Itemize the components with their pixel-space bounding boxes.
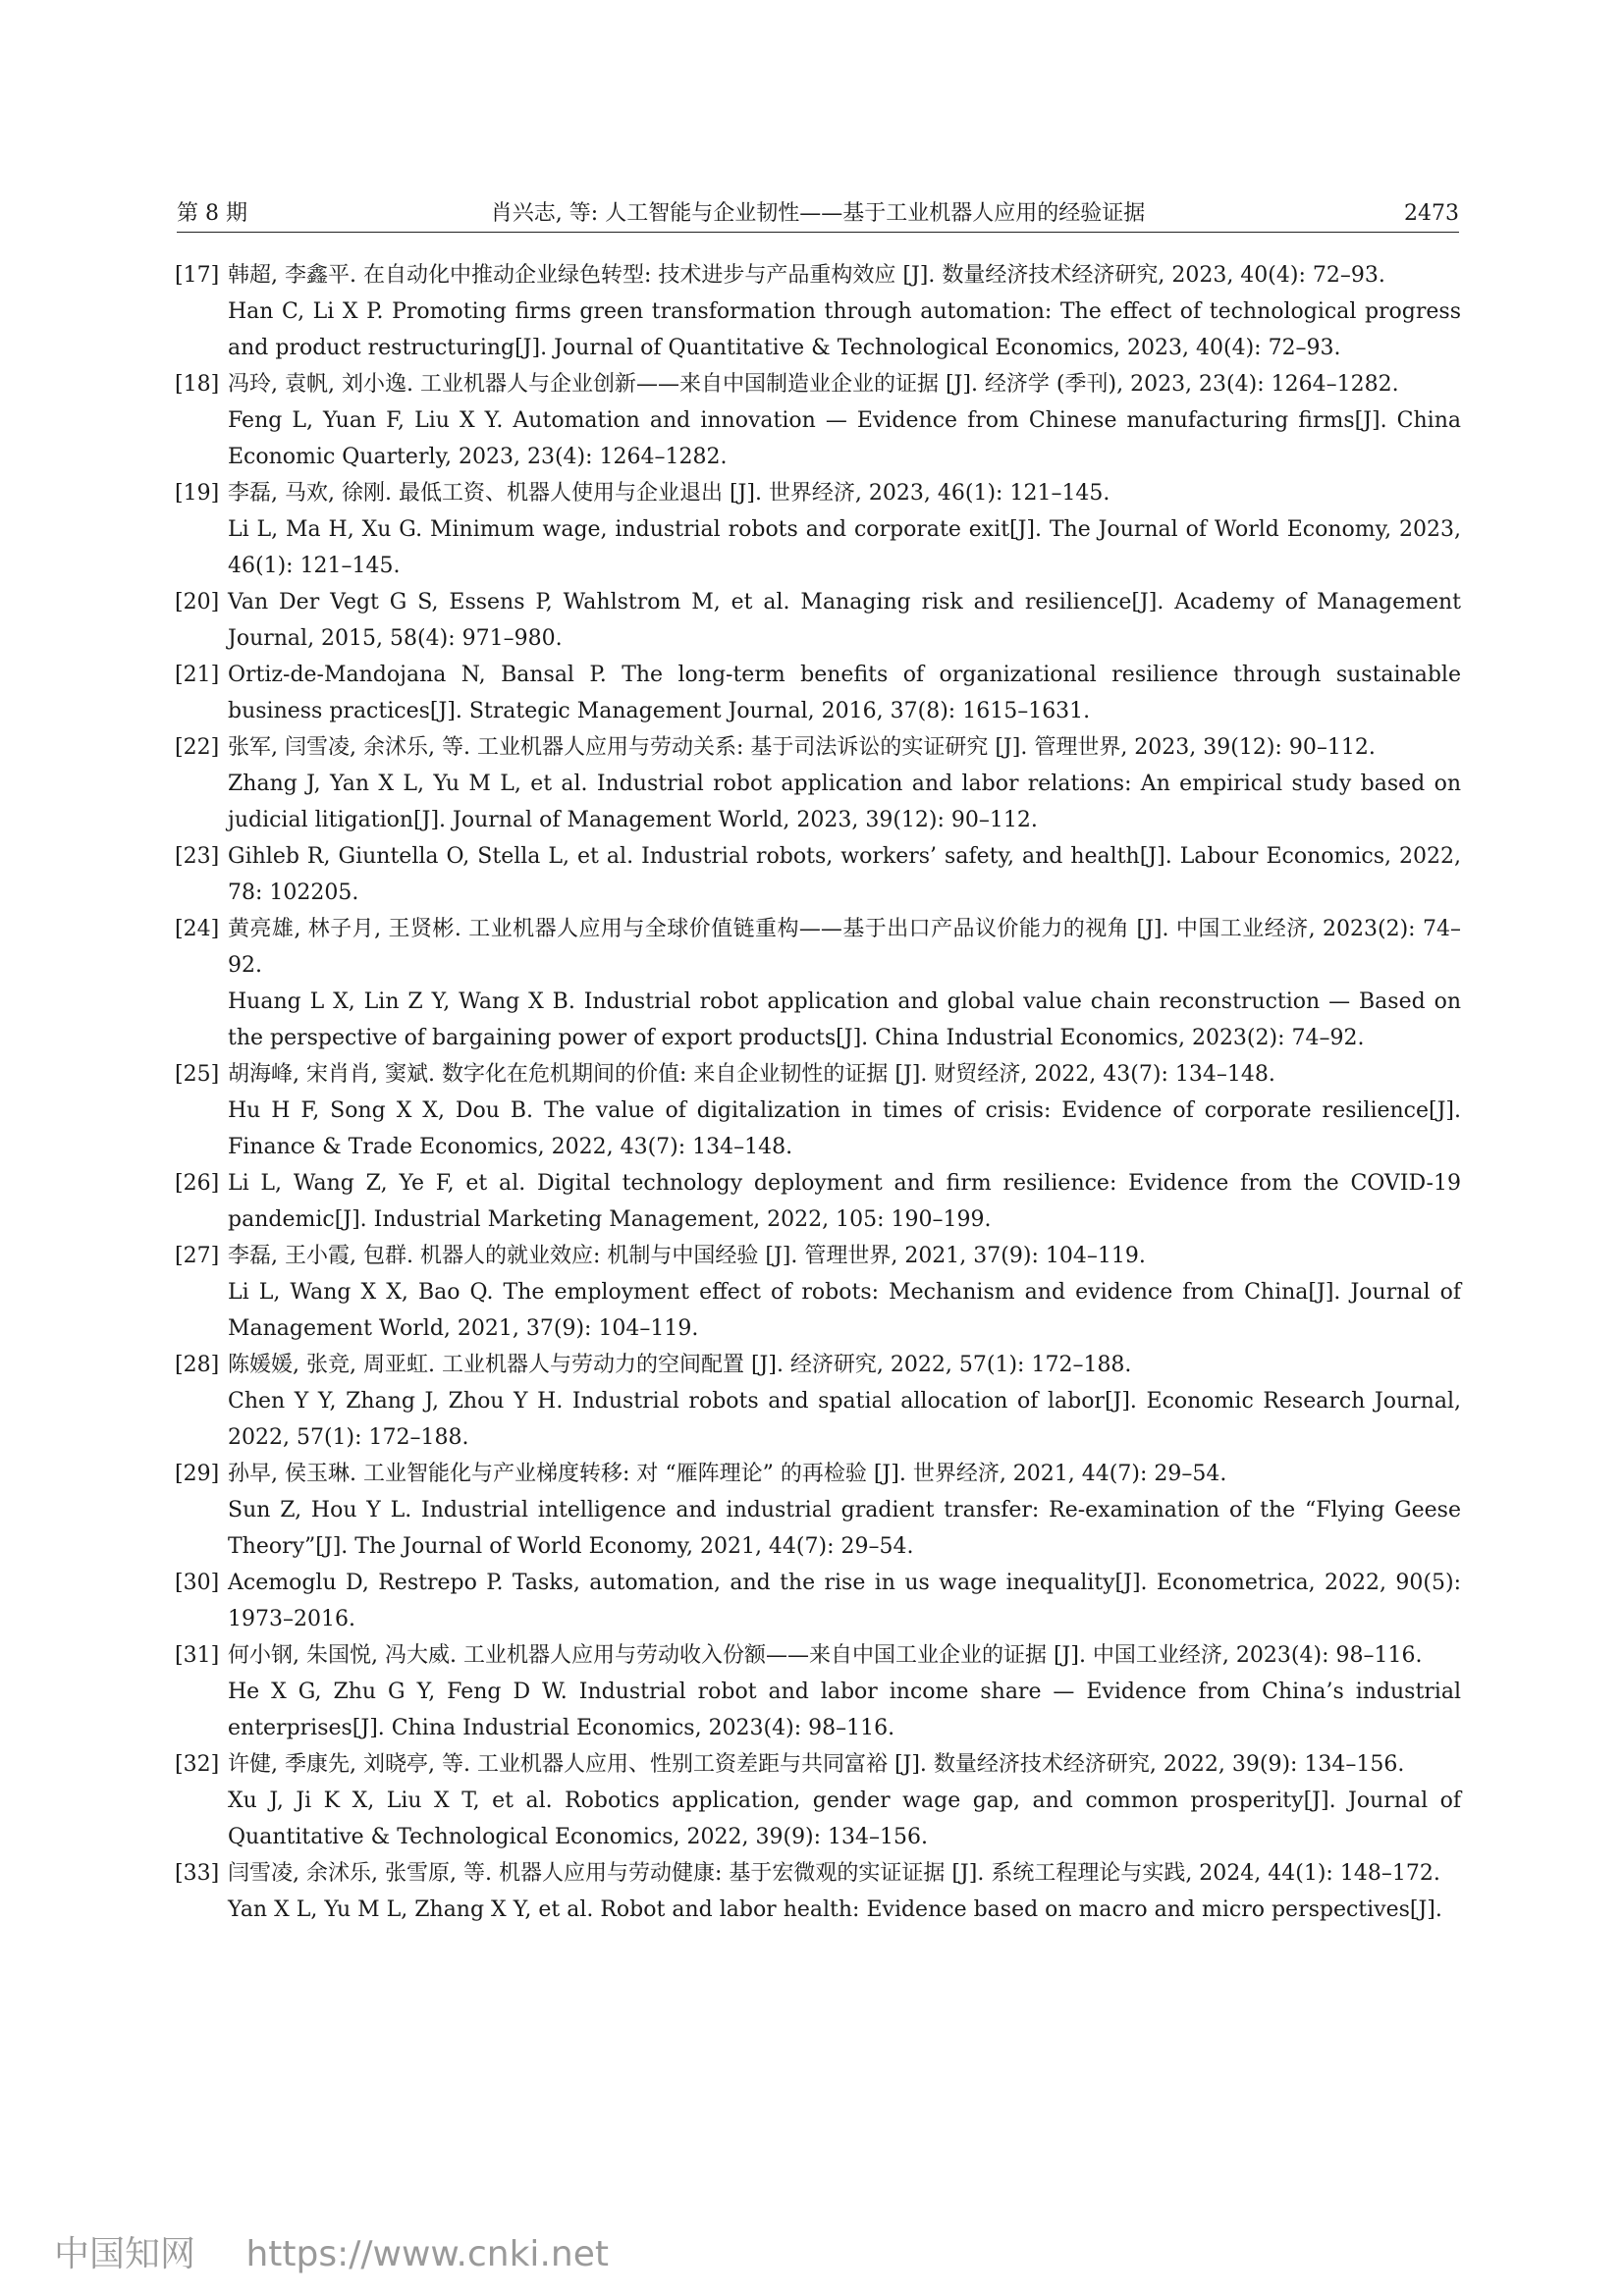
reference-english-citation: Li L, Ma H, Xu G. Minimum wage, industrial robots and corporate exit[J]. The Journal of World Economy, 2023, 46(1): 121–145.: [228, 517, 1461, 578]
reference-english-citation: He X G, Zhu G Y, Feng D W. Industrial robot and labor income share — Evidence from China’s industrial enterprises[J]. China Industrial Economics, 2023(4): 98–116.: [228, 1680, 1461, 1740]
reference-number: [33]: [175, 1861, 220, 1886]
reference-english-citation: Li L, Wang X X, Bao Q. The employment effect of robots: Mechanism and evidence from China[J]. Journal of Management World, 2021, 37(9): 104–119.: [228, 1280, 1461, 1341]
reference-number: [30]: [175, 1571, 220, 1595]
reference-item: [175, 1637, 1461, 1746]
reference-chinese-citation: 冯玲, 袁帆, 刘小逸. 工业机器人与企业创新——来自中国制造业企业的证据 [J]. 经济学 (季刊), 2023, 23(4): 1264–1282.: [228, 372, 1399, 397]
reference-chinese-citation: 张军, 闫雪凌, 余沭乐, 等. 工业机器人应用与劳动关系: 基于司法诉讼的实证研究 [J]. 管理世界, 2023, 39(12): 90–112.: [228, 735, 1376, 760]
reference-english-citation: Gihleb R, Giuntella O, Stella L, et al. Industrial robots, workers’ safety, and health[J]. Labour Economics, 2022, 78: 102205.: [228, 844, 1461, 905]
reference-chinese-citation: 孙早, 侯玉琳. 工业智能化与产业梯度转移: 对 “雁阵理论” 的再检验 [J]. 世界经济, 2021, 44(7): 29–54.: [228, 1462, 1227, 1486]
reference-item: [175, 1056, 1461, 1165]
reference-item: [175, 1347, 1461, 1456]
reference-item: [175, 257, 1461, 366]
reference-number: [32]: [175, 1752, 220, 1777]
reference-item: [175, 729, 1461, 838]
reference-number: [21]: [175, 663, 220, 687]
reference-chinese-citation: 陈媛媛, 张竞, 周亚虹. 工业机器人与劳动力的空间配置 [J]. 经济研究, 2022, 57(1): 172–188.: [228, 1353, 1132, 1377]
issue-label: 第 8 期: [177, 201, 247, 226]
reference-number: [25]: [175, 1062, 220, 1087]
reference-english-citation: Sun Z, Hou Y L. Industrial intelligence and industrial gradient transfer: Re-examination of the “Flying Geese Theory”[J]. The Journal of World Economy, 2021, 44(7): 29–54.: [228, 1498, 1461, 1559]
reference-number: [19]: [175, 481, 220, 506]
reference-number: [24]: [175, 917, 220, 941]
cnki-brand: 中国知网: [54, 2234, 196, 2274]
reference-item: [175, 1165, 1461, 1238]
reference-number: [23]: [175, 844, 220, 869]
reference-number: [27]: [175, 1244, 220, 1268]
reference-item: [175, 475, 1461, 584]
reference-number: [18]: [175, 372, 220, 397]
reference-english-citation: Huang L X, Lin Z Y, Wang X B. Industrial robot application and global value chain reconstruction — Based on the perspective of bargaining power of export products[J]. China Industrial Economics, 2023(2): 74–92.: [228, 989, 1461, 1050]
cnki-url[interactable]: https://www.cnki.net: [245, 2234, 609, 2274]
reference-item: [175, 1456, 1461, 1565]
reference-number: [31]: [175, 1643, 220, 1668]
reference-chinese-citation: 韩超, 李鑫平. 在自动化中推动企业绿色转型: 技术进步与产品重构效应 [J]. 数量经济技术经济研究, 2023, 40(4): 72–93.: [228, 263, 1385, 288]
reference-chinese-citation: 何小钢, 朱国悦, 冯大威. 工业机器人应用与劳动收入份额——来自中国工业企业的证据 [J]. 中国工业经济, 2023(4): 98–116.: [228, 1643, 1423, 1668]
reference-chinese-citation: 黄亮雄, 林子月, 王贤彬. 工业机器人应用与全球价值链重构——基于出口产品议价能力的视角 [J]. 中国工业经济, 2023(2): 74–92.: [228, 917, 1461, 978]
reference-item: [175, 657, 1461, 729]
reference-english-citation: Feng L, Yuan F, Liu X Y. Automation and innovation — Evidence from Chinese manufacturing firms[J]. China Economic Quarterly, 2023, 23(4): 1264–1282.: [228, 408, 1461, 469]
reference-english-citation: Hu H F, Song X X, Dou B. The value of digitalization in times of crisis: Evidence of corporate resilience[J]. Finance & Trade Economics, 2022, 43(7): 134–148.: [228, 1098, 1461, 1159]
reference-item: [175, 911, 1461, 1056]
reference-number: [29]: [175, 1462, 220, 1486]
reference-english-citation: Van Der Vegt G S, Essens P, Wahlstrom M, et al. Managing risk and resilience[J]. Academy of Management Journal, 2015, 58(4): 971–980.: [228, 590, 1461, 651]
running-title: 肖兴志, 等: 人工智能与企业韧性——基于工业机器人应用的经验证据: [490, 201, 1146, 226]
reference-english-citation: Zhang J, Yan X L, Yu M L, et al. Industrial robot application and labor relations: An empirical study based on judicial litigation[J]. Journal of Management World, 2023, 39(12): 90–112.: [228, 772, 1461, 832]
reference-number: [28]: [175, 1353, 220, 1377]
reference-item: [175, 838, 1461, 911]
reference-number: [22]: [175, 735, 220, 760]
reference-chinese-citation: 许健, 季康先, 刘晓亭, 等. 工业机器人应用、性别工资差距与共同富裕 [J]. 数量经济技术经济研究, 2022, 39(9): 134–156.: [228, 1752, 1405, 1777]
reference-chinese-citation: 李磊, 马欢, 徐刚. 最低工资、机器人使用与企业退出 [J]. 世界经济, 2023, 46(1): 121–145.: [228, 481, 1110, 506]
reference-item: [175, 1855, 1461, 1928]
reference-chinese-citation: 胡海峰, 宋肖肖, 窦斌. 数字化在危机期间的价值: 来自企业韧性的证据 [J]. 财贸经济, 2022, 43(7): 134–148.: [228, 1062, 1275, 1087]
reference-english-citation: Li L, Wang Z, Ye F, et al. Digital technology deployment and firm resilience: Evidence from the COVID-19 pandemic[J]. Industrial Marketing Management, 2022, 105: 190–199.: [228, 1171, 1461, 1232]
reference-english-citation: Acemoglu D, Restrepo P. Tasks, automation, and the rise in us wage inequality[J]. Econometrica, 2022, 90(5): 1973–2016.: [228, 1571, 1461, 1631]
reference-item: [175, 1565, 1461, 1637]
reference-item: [175, 1746, 1461, 1855]
reference-english-citation: Yan X L, Yu M L, Zhang X Y, et al. Robot and labor health: Evidence based on macro and micro perspectives[J].: [228, 1897, 1442, 1922]
reference-english-citation: Han C, Li X P. Promoting firms green transformation through automation: The effect of technological progress and product restructuring[J]. Journal of Quantitative & Technological Economics, 2023, 40(4): 72–93.: [228, 299, 1461, 360]
reference-item: [175, 366, 1461, 475]
footer-watermark: [54, 2226, 609, 2276]
reference-english-citation: Ortiz-de-Mandojana N, Bansal P. The long-term benefits of organizational resilience through sustainable business practices[J]. Strategic Management Journal, 2016, 37(8): 1615–1631.: [228, 663, 1461, 723]
reference-number: [26]: [175, 1171, 220, 1196]
reference-list: [175, 257, 1461, 1928]
reference-number: [17]: [175, 263, 220, 288]
reference-chinese-citation: 李磊, 王小霞, 包群. 机器人的就业效应: 机制与中国经验 [J]. 管理世界, 2021, 37(9): 104–119.: [228, 1244, 1146, 1268]
page-number: 2473: [1404, 201, 1459, 226]
reference-item: [175, 584, 1461, 657]
reference-item: [175, 1238, 1461, 1347]
reference-english-citation: Xu J, Ji K X, Liu X T, et al. Robotics application, gender wage gap, and common prosperity[J]. Journal of Quantitative & Technological Economics, 2022, 39(9): 134–156.: [228, 1789, 1461, 1849]
reference-english-citation: Chen Y Y, Zhang J, Zhou Y H. Industrial robots and spatial allocation of labor[J]. Economic Research Journal, 2022, 57(1): 172–188.: [228, 1389, 1461, 1450]
page-header: [177, 196, 1459, 233]
reference-chinese-citation: 闫雪凌, 余沭乐, 张雪原, 等. 机器人应用与劳动健康: 基于宏微观的实证证据 [J]. 系统工程理论与实践, 2024, 44(1): 148–172.: [228, 1861, 1440, 1886]
reference-number: [20]: [175, 590, 220, 614]
